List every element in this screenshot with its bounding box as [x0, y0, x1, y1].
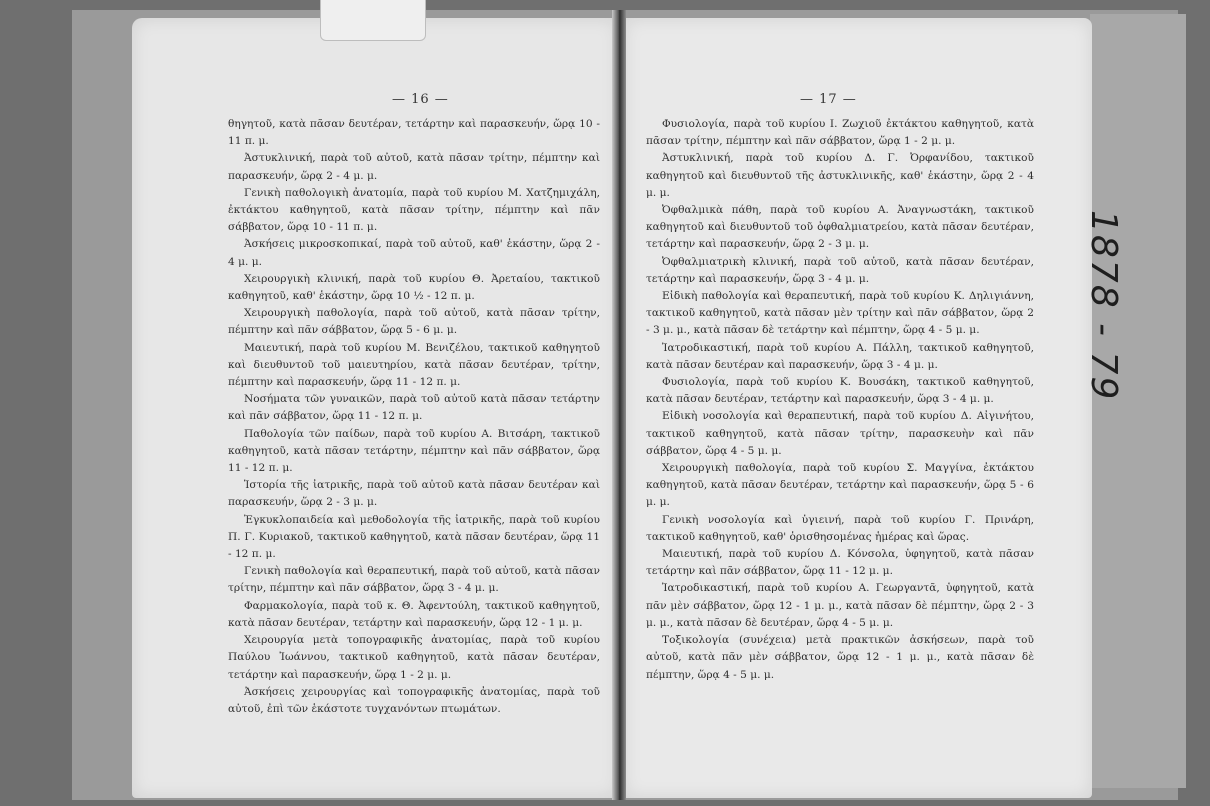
paragraph: Ὀφθαλμικὰ πάθη, παρὰ τοῦ κυρίου Α. Ἀναγνωστάκη, τακτικοῦ καθηγητοῦ καὶ διευθυντοῦ τοῦ ὀφθαλμιατρείου, κατὰ πᾶσαν δευτέραν, τετάρτην καὶ παρασκευήν, ὥρᾳ 2 - 3 μ. μ. — [646, 204, 1034, 251]
page-text — [646, 116, 1034, 684]
paragraph: Εἰδικὴ νοσολογία καὶ θεραπευτική, παρὰ τοῦ κυρίου Δ. Αἰγινήτου, τακτικοῦ καθηγητοῦ, κατὰ πᾶσαν τρίτην, παρασκευὴν καὶ πᾶν σάββατον, ὥρᾳ 4 - 5 μ. μ. — [646, 410, 1034, 457]
page-number: — 16 — — [392, 92, 449, 107]
paragraph: Χειρουργικὴ παθολογία, παρὰ τοῦ αὐτοῦ, κατὰ πᾶσαν τρίτην, πέμπτην καὶ πᾶν σάββατον, ὥρᾳ 5 - 6 μ. μ. — [228, 307, 600, 337]
paragraph: Ἀστυκλινική, παρὰ τοῦ αὐτοῦ, κατὰ πᾶσαν τρίτην, πέμπτην καὶ παρασκευήν, ὥρᾳ 2 - 4 μ. μ. — [228, 152, 600, 182]
paragraph: Ἀσκήσεις χειρουργίας καὶ τοπογραφικῆς ἀνατομίας, παρὰ τοῦ αὐτοῦ, ἐπὶ τῶν ἑκάστοτε τυγχανόντων πτωμάτων. — [228, 685, 600, 715]
left-page — [132, 18, 618, 798]
paragraph: Γενικὴ παθολογία καὶ θεραπευτική, παρὰ τοῦ αὐτοῦ, κατὰ πᾶσαν τρίτην, πέμπτην καὶ πᾶν σάββατον, ὥρᾳ 3 - 4 μ. μ. — [228, 565, 600, 595]
paragraph: Φαρμακολογία, παρὰ τοῦ κ. Θ. Ἀφεντούλη, τακτικοῦ καθηγητοῦ, κατὰ πᾶσαν δευτέραν, τετάρτην καὶ παρασκευήν, ὥρᾳ 12 - 1 μ. μ. — [228, 599, 600, 629]
page-number: — 17 — — [800, 92, 857, 107]
paragraph: Ἱστορία τῆς ἰατρικῆς, παρὰ τοῦ αὐτοῦ κατὰ πᾶσαν δευτέραν καὶ παρασκευήν, ὥρᾳ 2 - 3 μ. μ. — [228, 479, 600, 509]
paragraph: Ἐγκυκλοπαιδεία καὶ μεθοδολογία τῆς ἰατρικῆς, παρὰ τοῦ κυρίου Π. Γ. Κυριακοῦ, τακτικοῦ καθηγητοῦ, κατὰ πᾶσαν δευτέραν, ὥρᾳ 11 - 12 π. μ. — [228, 513, 600, 561]
paragraph: Γενικὴ νοσολογία καὶ ὑγιεινή, παρὰ τοῦ κυρίου Γ. Πρινάρη, τακτικοῦ καθηγητοῦ, καθ' ὁρισθησομένας ἡμέρας καὶ ὥρας. — [646, 513, 1034, 543]
paragraph: Ἀστυκλινική, παρὰ τοῦ κυρίου Δ. Γ. Ὀρφανίδου, τακτικοῦ καθηγητοῦ καὶ διευθυντοῦ τῆς ἀστυκλινικῆς, καθ' ἑκάστην, ὥρᾳ 2 - 4 μ. μ. — [646, 152, 1034, 199]
paragraph: Μαιευτική, παρὰ τοῦ κυρίου Μ. Βενιζέλου, τακτικοῦ καθηγητοῦ καὶ διευθυντοῦ τοῦ μαιευτηρίου, κατὰ πᾶσαν δευτέραν, τρίτην, πέμπτην καὶ παρασκευήν, ὥρᾳ 11 - 12 π. μ. — [228, 341, 600, 389]
paragraph: Χειρουργικὴ κλινική, παρὰ τοῦ κυρίου Θ. Ἀρεταίου, τακτικοῦ καθηγητοῦ, καθ' ἑκάστην, ὥρᾳ 10 ½ - 12 π. μ. — [228, 272, 600, 303]
paragraph: Τοξικολογία (συνέχεια) μετὰ πρακτικῶν ἀσκήσεων, παρὰ τοῦ αὐτοῦ, κατὰ πᾶν μὲν σάββατον, ὥρᾳ 12 - 1 μ. μ., κατὰ πᾶσαν δὲ πέμπτην, ὥρᾳ 4 - 5 μ. μ. — [646, 634, 1034, 681]
paragraph: Ἀσκήσεις μικροσκοπικαί, παρὰ τοῦ αὐτοῦ, καθ' ἑκάστην, ὥρᾳ 2 - 4 μ. μ. — [228, 238, 600, 268]
paragraph: Ὀφθαλμιατρικὴ κλινική, παρὰ τοῦ αὐτοῦ, κατὰ πᾶσαν δευτέραν, τετάρτην καὶ παρασκευήν, ὥρᾳ 3 - 4 μ. μ. — [646, 255, 1034, 285]
margin-annotation: 1878 - 79 — [1083, 210, 1124, 402]
paragraph: Μαιευτική, παρὰ τοῦ κυρίου Δ. Κόνσολα, ὑφηγητοῦ, κατὰ πᾶσαν τετάρτην καὶ πᾶν σάββατον, ὥρᾳ 11 - 12 μ. μ. — [646, 548, 1034, 578]
paragraph: Ἰατροδικαστική, παρὰ τοῦ κυρίου Α. Πάλλη, τακτικοῦ καθηγητοῦ, κατὰ πᾶσαν δευτέραν καὶ παρασκευήν, ὥρᾳ 3 - 4 μ. μ. — [646, 341, 1034, 371]
paragraph: θηγητοῦ, κατὰ πᾶσαν δευτέραν, τετάρτην καὶ παρασκευήν, ὥρᾳ 10 - 11 π. μ. — [228, 118, 600, 148]
book-gutter — [612, 10, 626, 800]
paragraph: Χειρουργικὴ παθολογία, παρὰ τοῦ κυρίου Σ. Μαγγίνα, ἐκτάκτου καθηγητοῦ, κατὰ πᾶσαν δευτέραν, τετάρτην καὶ παρασκευήν, ὥρᾳ 5 - 6 μ. μ. — [646, 462, 1034, 509]
paragraph: Φυσιολογία, παρὰ τοῦ κυρίου Κ. Βουσάκη, τακτικοῦ καθηγητοῦ, κατὰ πᾶσαν δευτέραν, τετάρτην καὶ παρασκευήν, ὥρᾳ 3 - 4 μ. μ. — [646, 376, 1034, 406]
paragraph: Παθολογία τῶν παίδων, παρὰ τοῦ κυρίου Α. Βιτσάρη, τακτικοῦ καθηγητοῦ, κατὰ πᾶσαν τετάρτην, πέμπτην καὶ πᾶν σάββατον, ὥρᾳ 11 - 12 π. μ. — [228, 427, 600, 475]
right-page — [624, 18, 1092, 798]
paragraph: Φυσιολογία, παρὰ τοῦ κυρίου Ι. Ζωχιοῦ ἐκτάκτου καθηγητοῦ, κατὰ πᾶσαν τρίτην, πέμπτην καὶ πᾶν σάββατον, ὥρᾳ 1 - 2 μ. μ. — [646, 118, 1034, 148]
page-text — [228, 116, 600, 718]
paragraph: Εἰδικὴ παθολογία καὶ θεραπευτική, παρὰ τοῦ κυρίου Κ. Δηλιγιάννη, τακτικοῦ καθηγητοῦ, κατὰ πᾶσαν μὲν τρίτην καὶ πᾶν σάββατον, ὥρᾳ 2 - 3 μ. μ., κατὰ πᾶσαν δὲ τετάρτην καὶ πέμπτην, ὥρᾳ 4 - 5 μ. μ. — [646, 290, 1034, 337]
paragraph: Χειρουργία μετὰ τοπογραφικῆς ἀνατομίας, παρὰ τοῦ κυρίου Παύλου Ἰωάννου, τακτικοῦ καθηγητοῦ, κατὰ πᾶσαν δευτέραν, τετάρτην καὶ παρασκευήν, ὥρᾳ 1 - 2 μ. μ. — [228, 634, 600, 681]
page-clip — [320, 0, 426, 41]
paragraph: Ἰατροδικαστική, παρὰ τοῦ κυρίου Α. Γεωργαντᾶ, ὑφηγητοῦ, κατὰ πᾶν μὲν σάββατον, ὥρᾳ 12 - 1 μ. μ., κατὰ πᾶσαν δὲ πέμπτην, ὥρᾳ 2 - 3 μ. μ., κατὰ πᾶσαν δὲ δευτέραν, ὥρᾳ 4 - 5 μ. μ. — [646, 582, 1034, 629]
paragraph: Νοσήματα τῶν γυναικῶν, παρὰ τοῦ αὐτοῦ κατὰ πᾶσαν τετάρτην καὶ πᾶν σάββατον, ὥρᾳ 11 - 12 π. μ. — [228, 393, 600, 423]
paragraph: Γενικὴ παθολογικὴ ἀνατομία, παρὰ τοῦ κυρίου Μ. Χατζημιχάλη, ἐκτάκτου καθηγητοῦ, κατὰ πᾶσαν τρίτην, πέμπτην καὶ πᾶν σάββατον, ὥρᾳ 10 - 11 π. μ. — [228, 186, 600, 234]
